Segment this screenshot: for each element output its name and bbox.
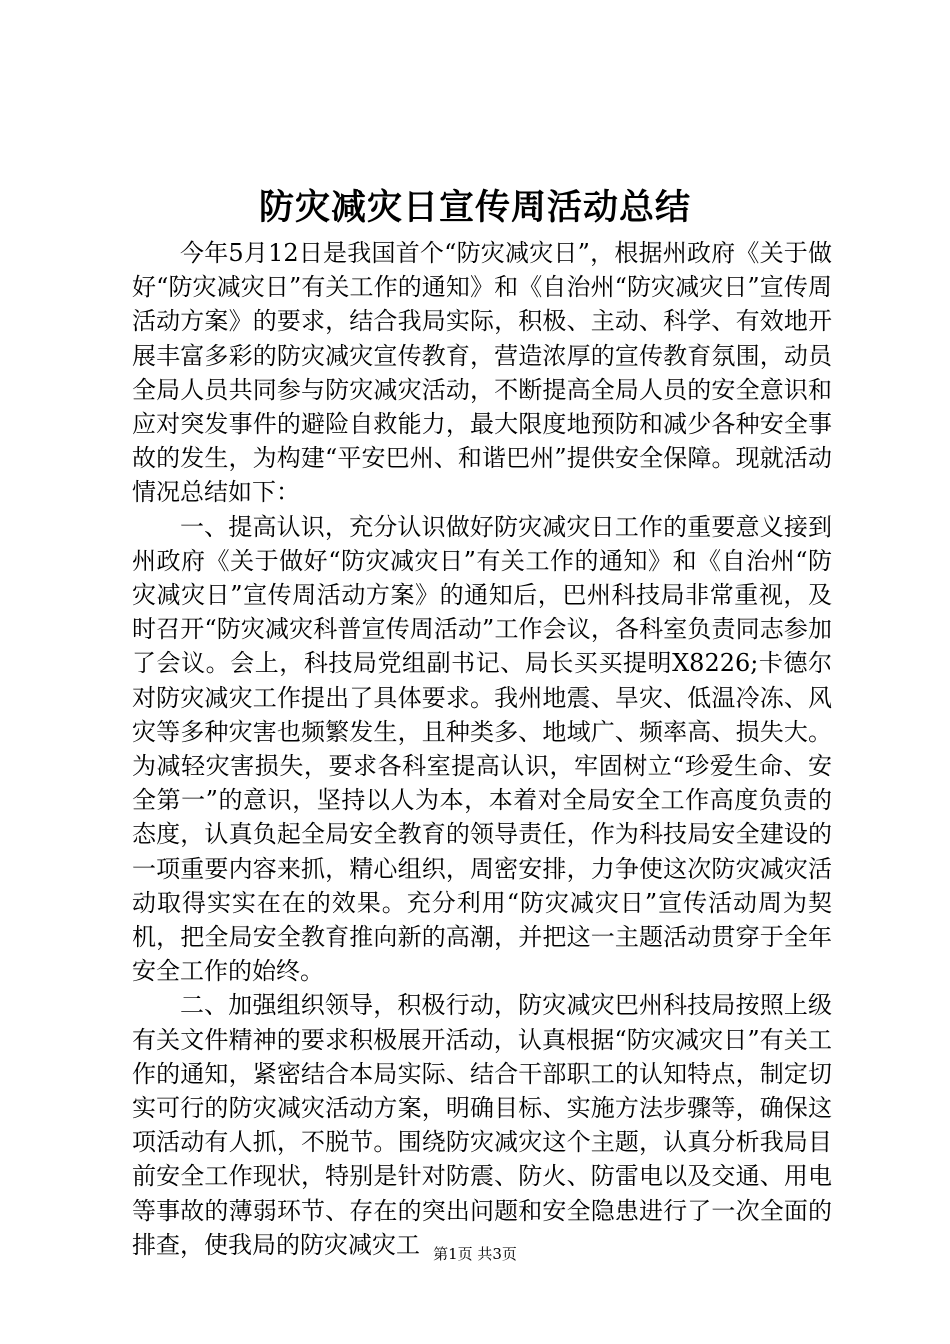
page-number-footer: 第1页 共3页 <box>433 1245 517 1263</box>
paragraph-intro: 今年5月12日是我国首个“防灾减灾日”，根据州政府《关于做好“防灾减灾日”有关工作的通知》和《自治州“防灾减灾日”宣传周活动方案》的要求，结合我局实际，积极、主动、科学、有效地开展丰富多彩的防灾减灾宣传教育，营造浓厚的宣传教育氛围，动员全局人员共同参与防灾减灾活动，不断提高全局人员的安全意识和应对突发事件的避险自救能力，最大限度地预防和减少各种安全事故的发生，为构建“平安巴州、和谐巴州”提供安全保障。现就活动情况总结如下： <box>132 239 832 507</box>
paragraph-section-2: 二、加强组织领导，积极行动，防灾减灾巴州科技局按照上级有关文件精神的要求积极展开活动，认真根据“防灾减灾日”有关工作的通知，紧密结合本局实际、结合干部职工的认知特点，制定切实可行的防灾减灾活动方案，明确目标、实施方法步骤等，确保这项活动有人抓，不脱节。围绕防灾减灾这个主题，认真分析我局目前安全工作现状，特别是针对防震、防火、防雷电以及交通、用电等事故的薄弱环节、存在的突出问题和安全隐患进行了一次全面的排查，使我局的防灾减灾工 <box>132 991 832 1259</box>
paragraph-section-1: 一、提高认识，充分认识做好防灾减灾日工作的重要意义接到州政府《关于做好“防灾减灾日”有关工作的通知》和《自治州“防灾减灾日”宣传周活动方案》的通知后，巴州科技局非常重视，及时召开“防灾减灾科普宣传周活动”工作会议，各科室负责同志参加了会议。会上，科技局党组副书记、局长买买提明X8226;卡德尔对防灾减灾工作提出了具体要求。我州地震、旱灾、低温冷冻、风灾等多种灾害也频繁发生，且种类多、地域广、频率高、损失大。为减轻灾害损失，要求各科室提高认识，牢固树立“珍爱生命、安全第一”的意识，坚持以人为本，本着对全局安全工作高度负责的态度，认真负起全局安全教育的领导责任，作为科技局安全建设的一项重要内容来抓，精心组织，周密安排，力争使这次防灾减灾活动取得实实在在的效果。充分利用“防灾减灾日”宣传活动周为契机，把全局安全教育推向新的高潮，并把这一主题活动贯穿于全年安全工作的始终。 <box>132 512 832 986</box>
document-title: 防灾减灾日宣传周活动总结 <box>258 187 691 228</box>
document-body <box>132 236 832 1262</box>
